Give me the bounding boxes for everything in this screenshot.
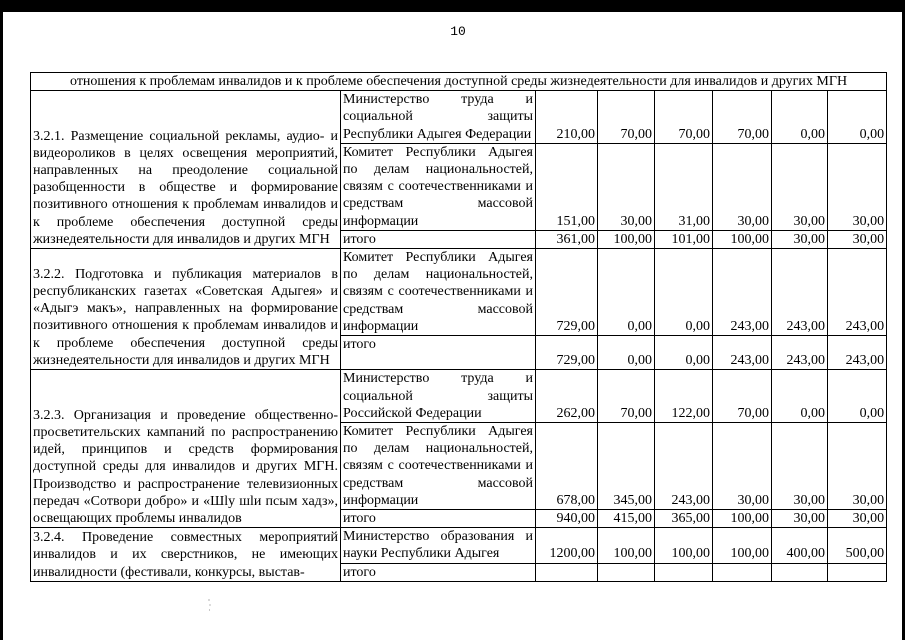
value-year-1: 0,00: [598, 249, 655, 336]
table-row: [31, 528, 887, 563]
value-total: 729,00: [536, 249, 598, 336]
value-year-5: [828, 563, 887, 581]
value-year-4: 243,00: [772, 249, 828, 336]
value-year-4: 400,00: [772, 528, 828, 563]
value-total: 678,00: [536, 423, 598, 510]
value-total: 262,00: [536, 370, 598, 423]
item-3-2-3-description: 3.2.3. Организация и проведение общественно-просветительских кампаний по распространению идей, принципов и средств формирования доступной среды для инвалидов и других МГН. Производство и распространение телевизионных передач «Сотвори добро» и «Шlу шlи псым хадз», освещающих проблемы инвалидов: [31, 370, 341, 528]
value-year-2: [655, 563, 713, 581]
value-year-2: 243,00: [655, 423, 713, 510]
value-year-3: 70,00: [713, 91, 772, 144]
page-number: 10: [450, 24, 466, 39]
value-year-2: 0,00: [655, 336, 713, 370]
executor-total-label: итого: [341, 563, 536, 581]
value-year-2: 31,00: [655, 143, 713, 230]
executor-cell: Комитет Республики Адыгея по делам национальностей, связям с соотечественниками и средствам массовой информации: [341, 143, 536, 230]
value-total: 940,00: [536, 510, 598, 528]
value-year-1: [598, 563, 655, 581]
value-year-5: 30,00: [828, 143, 887, 230]
value-year-5: 30,00: [828, 423, 887, 510]
executor-cell: Министерство труда и социальной защиты Российской Федерации: [341, 370, 536, 423]
executor-cell: Комитет Республики Адыгея по делам национальностей, связям с соотечественниками и средствам массовой информации: [341, 249, 536, 336]
value-total: 1200,00: [536, 528, 598, 563]
value-year-4: 0,00: [772, 91, 828, 144]
value-year-4: 30,00: [772, 423, 828, 510]
item-3-2-4-description: 3.2.4. Проведение совместных мероприятий инвалидов и их сверстников, не имеющих инвалидности (фестивали, конкурсы, выстав-: [31, 528, 341, 582]
value-year-4: 0,00: [772, 370, 828, 423]
value-total: 151,00: [536, 143, 598, 230]
value-total: 361,00: [536, 230, 598, 248]
value-year-4: 243,00: [772, 336, 828, 370]
value-year-3: 30,00: [713, 423, 772, 510]
value-year-5: 0,00: [828, 91, 887, 144]
executor-cell: Министерство труда и социальной защиты Республики Адыгея Федерации: [341, 91, 536, 144]
executor-cell: Министерство образования и науки Республики Адыгея: [341, 528, 536, 563]
item-3-2-2-description: 3.2.2. Подготовка и публикация материалов в республиканских газетах «Советская Адыгея» и «Адыгэ макъ», направленных на формирование позитивного отношения к проблемам инвалидов и к проблеме обеспечения доступной среды жизнедеятельности для инвалидов и других МГН: [31, 249, 341, 370]
value-year-5: 30,00: [828, 510, 887, 528]
value-year-1: 415,00: [598, 510, 655, 528]
value-total: 210,00: [536, 91, 598, 144]
scan-speck-mark: [208, 598, 211, 612]
value-year-4: 30,00: [772, 143, 828, 230]
value-year-5: 243,00: [828, 336, 887, 370]
item-3-2-1-description: 3.2.1. Размещение социальной рекламы, аудио- и видеороликов в целях освещения мероприятий, направленных на преодоление социальной разобщенности в обществе и формирование позитивного отношения к проблемам инвалидов и к проблеме обеспечения доступной среды жизнедеятельности для инвалидов и других МГН: [31, 91, 341, 249]
value-year-1: 70,00: [598, 370, 655, 423]
executor-total-label: итого: [341, 230, 536, 248]
value-year-5: 500,00: [828, 528, 887, 563]
value-year-2: 100,00: [655, 528, 713, 563]
value-year-4: 30,00: [772, 230, 828, 248]
value-year-2: 70,00: [655, 91, 713, 144]
value-year-1: 100,00: [598, 230, 655, 248]
value-year-2: 365,00: [655, 510, 713, 528]
value-year-2: 122,00: [655, 370, 713, 423]
value-year-3: 70,00: [713, 370, 772, 423]
value-year-1: 30,00: [598, 143, 655, 230]
scan-top-border: [0, 0, 905, 12]
value-year-1: 345,00: [598, 423, 655, 510]
value-year-2: 0,00: [655, 249, 713, 336]
value-year-1: 0,00: [598, 336, 655, 370]
value-year-3: 100,00: [713, 510, 772, 528]
table-row: [31, 370, 887, 423]
executor-total-label: итого: [341, 336, 536, 370]
executor-total-label: итого: [341, 510, 536, 528]
table-row: [31, 249, 887, 336]
value-year-3: 243,00: [713, 249, 772, 336]
value-year-5: 0,00: [828, 370, 887, 423]
value-year-5: 243,00: [828, 249, 887, 336]
value-year-3: 100,00: [713, 528, 772, 563]
value-year-4: 30,00: [772, 510, 828, 528]
value-year-3: 100,00: [713, 230, 772, 248]
measures-table: [30, 72, 887, 582]
executor-cell: Комитет Республики Адыгея по делам национальностей, связям с соотечественниками и средствам массовой информации: [341, 423, 536, 510]
value-year-1: 100,00: [598, 528, 655, 563]
value-year-3: 243,00: [713, 336, 772, 370]
section-header: отношения к проблемам инвалидов и к проблеме обеспечения доступной среды жизнедеятельности для инвалидов и других МГН: [31, 73, 887, 91]
scan-left-border: [0, 0, 3, 640]
value-total: [536, 563, 598, 581]
value-year-4: [772, 563, 828, 581]
table-header-row: [31, 73, 887, 91]
value-year-3: 30,00: [713, 143, 772, 230]
value-year-5: 30,00: [828, 230, 887, 248]
value-total: 729,00: [536, 336, 598, 370]
value-year-1: 70,00: [598, 91, 655, 144]
table-row: [31, 91, 887, 144]
value-year-2: 101,00: [655, 230, 713, 248]
value-year-3: [713, 563, 772, 581]
